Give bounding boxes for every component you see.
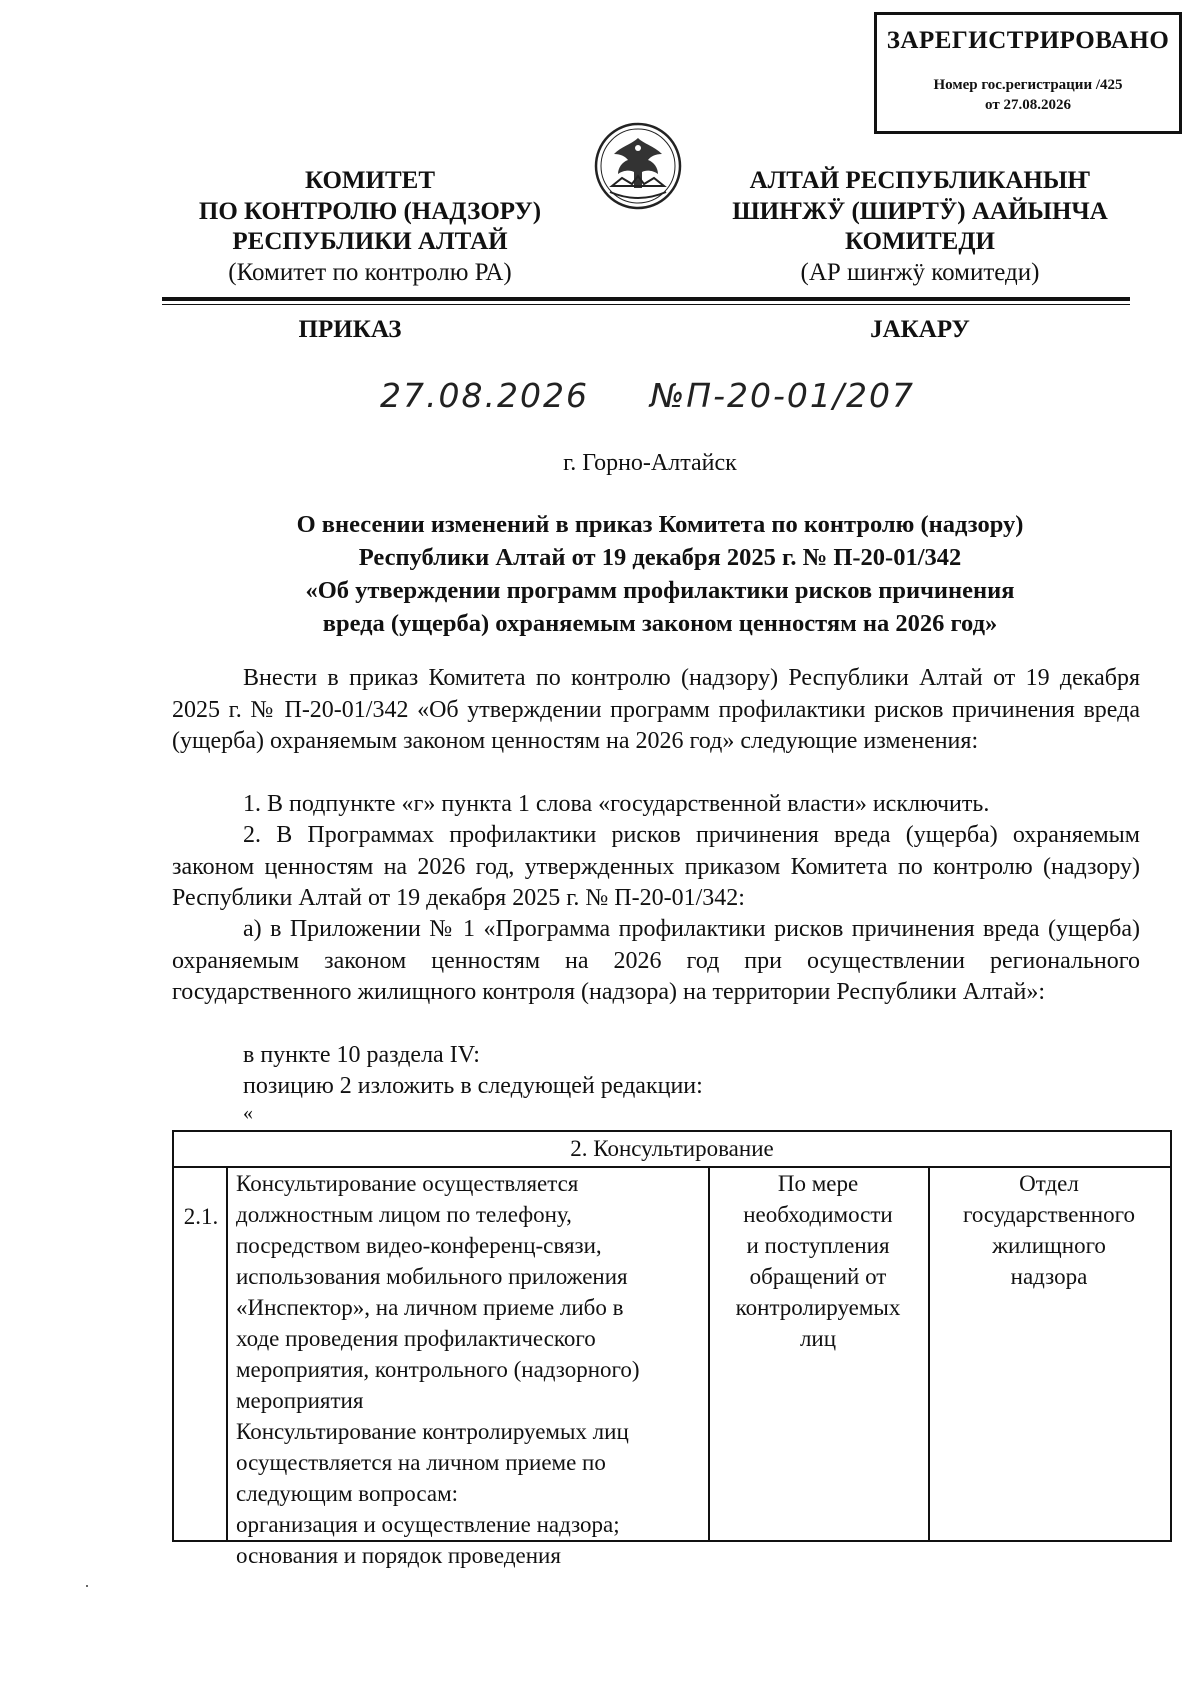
body-paragraph-1: Внести в приказ Комитета по контролю (надзору) Республики Алтай от 19 декабря 2025 г. № П-20-01/342 «Об утверждении программ профилактики рисков причинения вреда (ущерба) охраняемым законом ценностям на 2026 год» следующие изменения: [172, 665, 1140, 754]
body-paragraph-6: позицию 2 изложить в следующей редакции: [243, 1073, 703, 1099]
programs-table [172, 1130, 1172, 1568]
header-left-line2: ПО КОНТРОЛЮ (НАДЗОРУ) [198, 198, 542, 225]
table-section-header: 2. Консультирование [174, 1132, 1170, 1168]
stamp-reg-number: Номер гос.регистрации /425 [933, 77, 1123, 93]
header-divider-thick [162, 297, 1130, 301]
header-divider-thin [162, 304, 1130, 305]
description-line: должностным лицом по телефону, [236, 1202, 572, 1227]
description-line: Консультирование контролируемых лиц [236, 1419, 629, 1444]
description-line: осуществляется на личном приеме по [236, 1450, 606, 1475]
description-line: мероприятия, контрольного (надзорного) [236, 1357, 640, 1382]
scan-speck [86, 1585, 88, 1587]
description-line: следующим вопросам: [236, 1481, 459, 1506]
responsible-line: жилищного [992, 1233, 1106, 1258]
body-paragraph-3: 2. В Программах профилактики рисков причинения вреда (ущерба) охраняемым законом ценностям на 2026 год, утвержденных приказом Комитета по контролю (надзору) Республики Алтай от 19 декабря 2025 г. № П-20-01/342: [172, 822, 1140, 911]
responsible-line: надзора [1010, 1264, 1088, 1289]
description-line: «Инспектор», на личном приеме либо в [236, 1295, 624, 1320]
description-line: ходе проведения профилактического [236, 1326, 596, 1351]
timing-line: контролируемых [735, 1295, 901, 1320]
timing-line: обращений от [749, 1264, 887, 1289]
title-line4: вреда (ущерба) охраняемым законом ценностям на 2026 год» [322, 610, 998, 637]
description-line: посредством видео-конференц-связи, [236, 1233, 602, 1258]
timing-line: и поступления [746, 1233, 890, 1258]
description-line: мероприятия [236, 1388, 364, 1413]
document-title [200, 508, 1120, 640]
header-right-short-name: (АР шиҥжӱ комитеди) [800, 259, 1040, 286]
timing-line: лиц [799, 1326, 837, 1351]
table-col-divider [928, 1166, 930, 1540]
body-paragraph-5: в пункте 10 раздела IV: [243, 1042, 480, 1068]
stamp-title: ЗАРЕГИСТРИРОВАНО [886, 27, 1170, 54]
header-right-line3: КОМИТЕДИ [845, 228, 995, 255]
coat-of-arms-emblem [592, 118, 684, 214]
timing-line: необходимости [743, 1202, 893, 1227]
description-line: использования мобильного приложения [236, 1264, 628, 1289]
table-cell-description [236, 1168, 696, 1571]
header-right-line1: АЛТАЙ РЕСПУБЛИКАНЫҤ [749, 167, 1091, 194]
body-paragraph-2: 1. В подпункте «г» пункта 1 слова «государственной власти» исключить. [243, 791, 990, 817]
description-line: основания и порядок проведения [236, 1543, 561, 1568]
responsible-line: государственного [963, 1202, 1135, 1227]
header-left-short-name: (Комитет по контролю РА) [228, 259, 512, 286]
quote-open: « [243, 1102, 253, 1124]
city-line: г. Горно-Алтайск [563, 450, 737, 476]
handwritten-date: 27.08.2026 [380, 376, 589, 415]
title-line1: О внесении изменений в приказ Комитета по контролю (надзору) [296, 511, 1024, 538]
handwritten-order-date-number [380, 376, 915, 415]
timing-line: По мере [777, 1171, 859, 1196]
title-line2: Республики Алтай от 19 декабря 2025 г. № П-20-01/342 [358, 544, 962, 571]
table-col-divider [708, 1166, 710, 1540]
handwritten-number: №П-20-01/207 [649, 376, 915, 415]
doc-type-right: ЈАКАРУ [870, 316, 970, 343]
header-left-line3: РЕСПУБЛИКИ АЛТАЙ [232, 228, 508, 255]
header-left-line1: КОМИТЕТ [304, 167, 436, 194]
table-cell-number: 2.1. [183, 1204, 219, 1229]
description-line: организация и осуществление надзора; [236, 1512, 620, 1537]
table-cell-responsible [936, 1168, 1162, 1292]
title-line3: «Об утверждении программ профилактики рисков причинения [305, 577, 1015, 604]
table-col-divider [226, 1166, 228, 1540]
registration-stamp [874, 12, 1182, 134]
table-cell-timing [718, 1168, 918, 1354]
doc-type-left: ПРИКАЗ [298, 316, 402, 343]
header-right-line2: ШИҤЖӰ (ШИРТӰ) ААЙЫНЧА [732, 198, 1108, 225]
description-line: Консультирование осуществляется [236, 1171, 579, 1196]
body-paragraph-4: а) в Приложении № 1 «Программа профилактики рисков причинения вреда (ущерба) охраняемым законом ценностям на 2026 год при осуществлении регионального государственного жилищного контроля (надзора) на территории Республики Алтай»: [172, 916, 1140, 1005]
stamp-reg-date: от 27.08.2026 [985, 97, 1071, 113]
responsible-line: Отдел [1019, 1171, 1079, 1196]
